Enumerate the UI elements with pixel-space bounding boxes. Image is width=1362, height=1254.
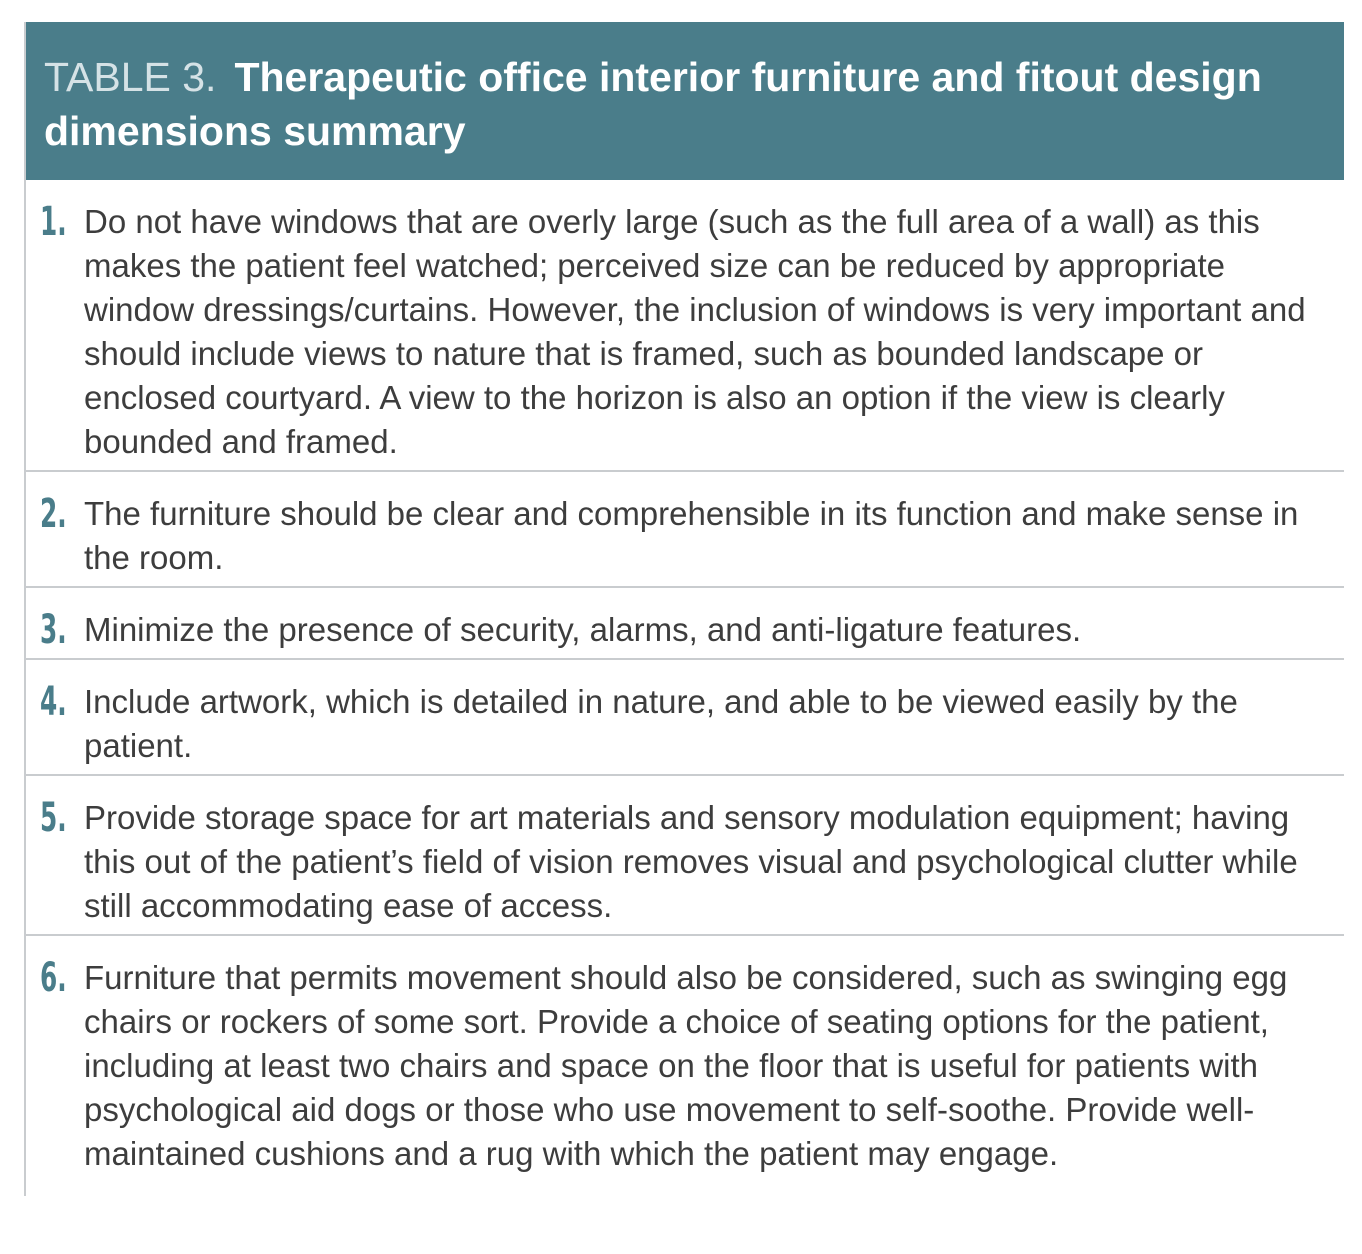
table-row (26, 588, 1344, 660)
row-number: 4. (40, 679, 67, 725)
row-number: 6. (40, 955, 67, 1001)
row-number: 3. (40, 607, 67, 653)
table-label: TABLE 3. (44, 54, 217, 100)
row-number: 2. (40, 491, 67, 537)
row-number: 1. (40, 199, 67, 245)
row-text: Furniture that permits movement should also be considered, such as swinging egg chairs or rockers of some sort. Provide a choice of seating options for the patient, including at least two chairs and space on the floor that is useful for patients with psychological aid dogs or those who use movement to self-soothe. Provide well-maintained cushions and a rug with which the patient may engage. (84, 959, 1288, 1172)
row-text: Minimize the presence of security, alarms, and anti-ligature features. (84, 611, 1082, 648)
table-rows (26, 180, 1344, 1196)
row-text: Provide storage space for art materials and sensory modulation equipment; having this out of the patient’s field of vision removes visual and psychological clutter while still accommodating ease of access. (84, 799, 1298, 924)
table-row (26, 776, 1344, 936)
table-row (26, 660, 1344, 776)
table-row (26, 936, 1344, 1196)
table-title: Therapeutic office interior furniture and fitout design dimensions summary (44, 54, 1262, 154)
table-row (26, 472, 1344, 588)
table-row (26, 180, 1344, 472)
summary-table (24, 22, 1342, 1196)
row-text: The furniture should be clear and comprehensible in its function and make sense in the room. (84, 495, 1299, 576)
row-text: Do not have windows that are overly large (such as the full area of a wall) as this makes the patient feel watched; perceived size can be reduced by appropriate window dressings/curtains. However, the inclusion of windows is very important and should include views to nature that is framed, such as bounded landscape or enclosed courtyard. A view to the horizon is also an option if the view is clearly bounded and framed. (84, 203, 1306, 460)
table-header (26, 22, 1344, 180)
row-text: Include artwork, which is detailed in nature, and able to be viewed easily by the patient. (84, 683, 1238, 764)
row-number: 5. (40, 795, 67, 841)
